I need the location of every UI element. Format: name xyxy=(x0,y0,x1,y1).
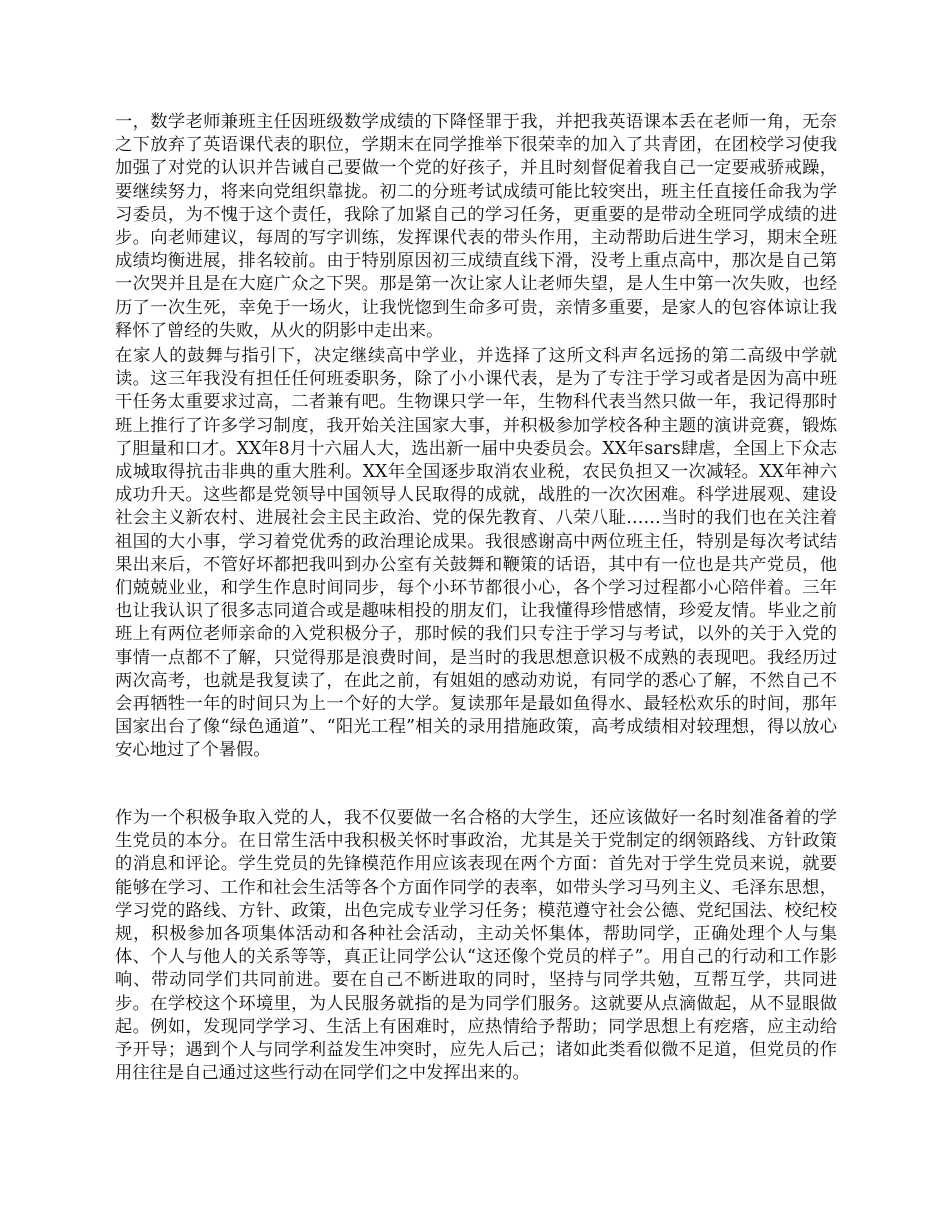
paragraph-2: 在家人的鼓舞与指引下，决定继续高中学业，并选择了这所文科声名远扬的第二高级中学就读。这三年我没有担任任何班委职务，除了小小课代表，是为了专注于学习或者是因为高中班干任务太重要求过高，二者兼有吧。生物课只学一年，生物科代表当然只做一年，我记得那时班上推行了许多学习制度，我开始关注国家大事，并积极参加学校各种主题的演讲竞赛，锻炼了胆量和口才。XX年8月十六届人大，选出新一届中央委员会。XX年sars肆虐，全国上下众志成城取得抗击非典的重大胜利。XX年全国逐步取消农业税，农民负担又一次减轻。XX年神六成功升天。这些都是党领导中国领导人民取得的成就，战胜的一次次困难。科学进展观、建设社会主义新农村、进展社会主民主政治、党的保先教育、八荣八耻……当时的我们也在关注着祖国的大小事，学习着党优秀的政治理论成果。我很感谢高中两位班主任，特别是每次考试结果出来后，不管好坏都把我叫到办公室有关鼓舞和鞭策的话语，其中有一位也是共产党员，他们兢兢业业，和学生作息时间同步，每个小环节都很小心，各个学习过程都小心陪伴着。三年也让我认识了很多志同道合或是趣味相投的朋友们，让我懂得珍惜感情，珍爱友情。毕业之前班上有两位老师亲命的入党积极分子，那时候的我们只专注于学习与考试，以外的关于入党的事情一点都不了解，只觉得那是浪费时间，是当时的我思想意识极不成熟的表现吧。我经历过两次高考，也就是我复读了，在此之前，有姐姐的感动劝说，有同学的悉心了解，不然自己不会再牺牲一年的时间只为上一个好的大学。复读那年是最如鱼得水、最轻松欢乐的时间，那年国家出台了像“绿色通道”、“阳光工程”相关的录用措施政策，高考成绩相对较理想，得以放心安心地过了个暑假。 xyxy=(115,346,837,761)
paragraph-1: 一，数学老师兼班主任因班级数学成绩的下降怪罪于我，并把我英语课本丢在老师一角，无奈之下放弃了英语课代表的职位，学期末在同学推举下很荣幸的加入了共青团，在团校学习使我加强了对党的认识并告诫自己要做一个党的好孩子，并且时刻督促着我自己一定要戒骄戒躁，要继续努力，将来向党组织靠拢。初二的分班考试成绩可能比较突出，班主任直接任命我为学习委员，为不愧于这个责任，我除了加紧自己的学习任务，更重要的是带动全班同学成绩的进步。向老师建议，每周的写字训练，发挥课代表的带头作用，主动帮助后进生学习，期末全班成绩均衡进展，排名较前。由于特别原因初三成绩直线下滑，没考上重点高中，那次是自己第一次哭并且是在大庭广众之下哭。那是第一次让家人让老师失望，是人生中第一次失败，也经历了一次生死，幸免于一场火，让我恍惚到生命多可贵，亲情多重要，是家人的包容体谅让我释怀了曾经的失败，从火的阴影中走出来。 xyxy=(115,112,837,341)
paragraph-3: 作为一个积极争取入党的人，我不仅要做一名合格的大学生，还应该做好一名时刻准备着的学生党员的本分。在日常生活中我积极关怀时事政治，尤其是关于党制定的纲领路线、方针政策的消息和评论。学生党员的先锋模范作用应该表现在两个方面：首先对于学生党员来说，就要能够在学习、工作和社会生活等各个方面作同学的表率，如带头学习马列主义、毛泽东思想，学习党的路线、方针、政策，出色完成专业学习任务；模范遵守社会公德、党纪国法、校纪校规，积极参加各项集体活动和各种社会活动，主动关怀集体，帮助同学，正确处理个人与集体、个人与他人的关系等等，真正让同学公认“这还像个党员的样子”。用自己的行动和工作影响、带动同学们共同前进。要在自己不断进取的同时，坚持与同学共勉，互帮互学，共同进步。在学校这个环境里，为人民服务就指的是为同学们服务。这就要从点滴做起，从不显眼做起。例如，发现同学学习、生活上有困难时，应热情给予帮助；同学思想上有疙瘩，应主动给予开导；遇到个人与同学利益发生冲突时，应先人后己；诸如此类看似微不足道，但党员的作用往往是自己通过这些行动在同学们之中发挥出来的。 xyxy=(115,808,837,1084)
